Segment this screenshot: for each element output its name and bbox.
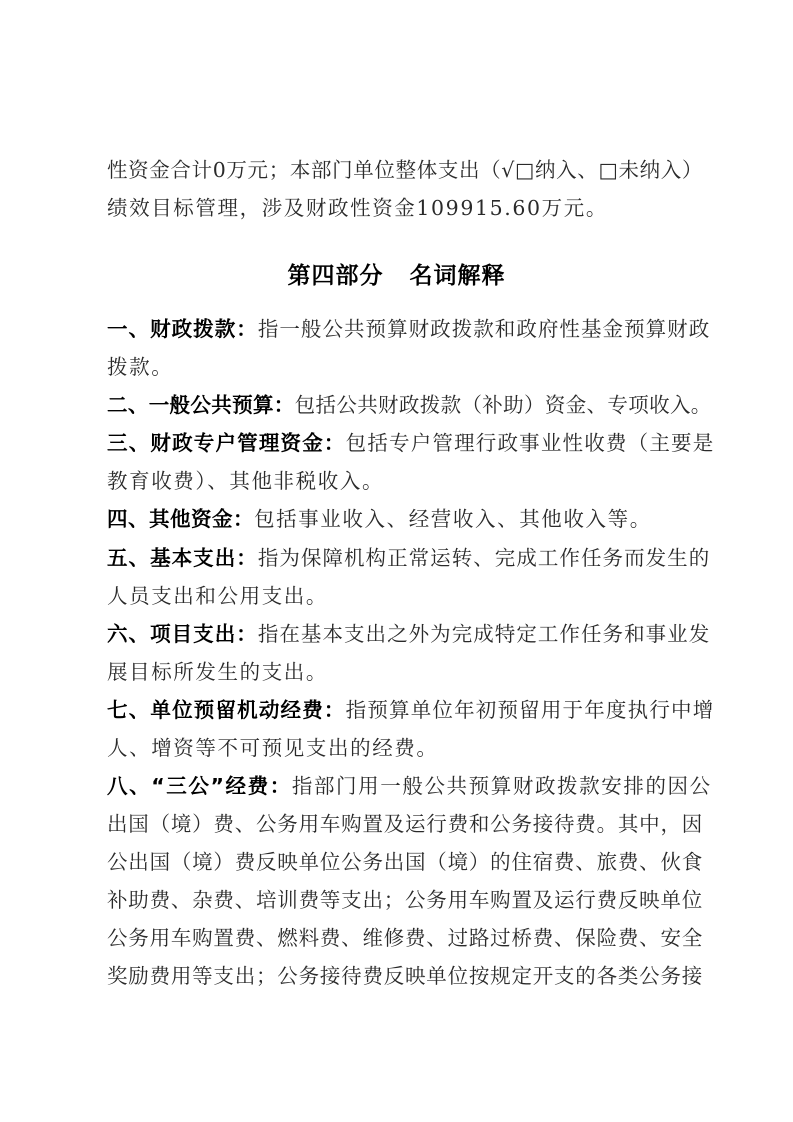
term-6-text-1: 指在基本支出之外为完成特定工作任务和事业发	[257, 622, 711, 646]
term-8-text-1: 指部门用一般公共预算财政拨款安排的因公	[291, 774, 712, 798]
term-1-label: 一、财政拨款：	[107, 317, 258, 341]
term-8-line-4: 补助费、杂费、培训费等支出；公务用车购置及运行费反映单位	[107, 888, 703, 912]
term-7-label: 七、单位预留机动经费：	[107, 698, 346, 722]
term-8-line-1	[107, 773, 712, 799]
section-title-name: 名词解释	[409, 263, 506, 289]
term-7-line-1	[107, 697, 715, 723]
term-1-line-2: 拨款。	[107, 355, 174, 379]
term-4-label: 四、其他资金：	[107, 507, 254, 531]
intro-line-1: 性资金合计0万元；本部门单位整体支出（√□纳入、□未纳入）	[107, 158, 703, 182]
term-3-text-1: 包括专户管理行政事业性收费（主要是	[345, 431, 715, 455]
section-title-part: 第四部分	[287, 263, 384, 289]
term-5-line-2: 人员支出和公用支出。	[107, 584, 328, 608]
term-4-line-1	[107, 506, 703, 532]
term-2-text-1: 包括公共财政拨款（补助）资金、专项收入。	[294, 393, 712, 417]
term-8-line-3: 公出国（境）费反映单位公务出国（境）的住宿费、旅费、伙食	[107, 850, 703, 874]
term-1-text-1: 指一般公共预算财政拨款和政府性基金预算财政	[257, 317, 711, 341]
term-5-line-1	[107, 545, 711, 571]
term-8-line-5: 公务用车购置费、燃料费、维修费、过路过桥费、保险费、安全	[107, 926, 703, 950]
term-3-line-1	[107, 430, 715, 456]
term-2-label: 二、一般公共预算：	[107, 393, 295, 417]
term-4-text-1: 包括事业收入、经营收入、其他收入等。	[254, 507, 652, 531]
term-3-label: 三、财政专户管理资金：	[107, 431, 346, 455]
term-5-label: 五、基本支出：	[107, 546, 258, 570]
intro-line-2: 绩效目标管理，涉及财政性资金109915.60万元。	[107, 196, 608, 220]
term-6-line-2: 展目标所发生的支出。	[107, 660, 328, 684]
term-6-line-1	[107, 621, 711, 647]
term-3-line-2: 教育收费）、其他非税收入。	[107, 469, 385, 493]
term-5-text-1: 指为保障机构正常运转、完成工作任务而发生的	[257, 546, 711, 570]
term-8-line-6: 奖励费用等支出；公务接待费反映单位按规定开支的各类公务接	[107, 964, 703, 988]
term-6-label: 六、项目支出：	[107, 622, 258, 646]
term-8-line-2: 出国（境）费、公务用车购置及运行费和公务接待费。其中，因	[107, 812, 703, 836]
term-2-line-1	[107, 392, 712, 418]
term-7-text-1: 指预算单位年初预留用于年度执行中增	[345, 698, 715, 722]
term-8-label: 八、“三公”经费：	[107, 774, 292, 798]
term-7-line-2: 人、增资等不可预见支出的经费。	[107, 736, 439, 760]
term-1-line-1	[107, 316, 711, 342]
section-title	[0, 257, 793, 290]
